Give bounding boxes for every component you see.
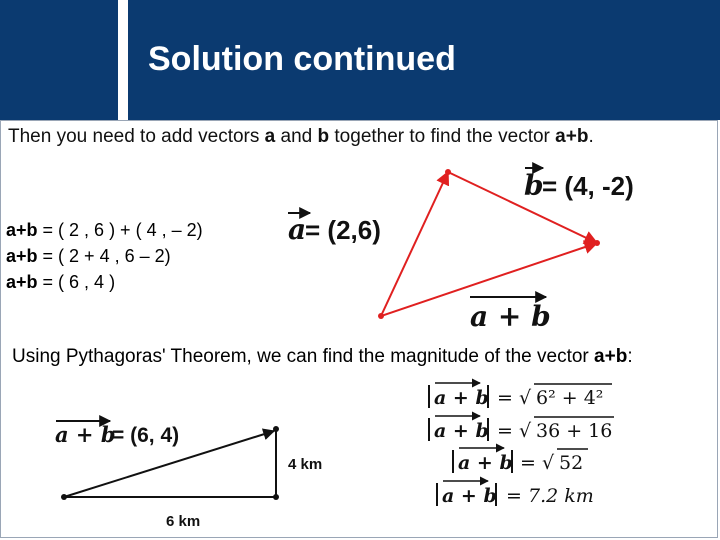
intro-ab: a+b [555,126,589,147]
magnitude-equals-root: = √ [497,420,532,442]
a-symbol: a [288,213,307,246]
pythagoras-prefix: Using Pythagoras' Theorem, we can find the magnitude of the vector [12,346,595,367]
equation-rhs: = ( 2 , 6 ) + ( 4 , – 2) [37,220,203,240]
intro-prefix: Then you need to add vectors [8,126,265,147]
sum-symbol: a + b [470,300,551,333]
intro-b: b [317,126,330,147]
slide-title: Solution continued [148,40,456,78]
equation-lhs: a+b [6,272,38,292]
a-value: = (2,6) [305,215,381,245]
end-point [273,426,279,432]
magnitude-rhs: 52 [559,452,584,474]
intro-end: . [588,126,594,147]
b-symbol: b [524,169,544,202]
pythagoras-end: : [627,346,633,367]
equation-rhs: = ( 6 , 4 ) [37,272,116,292]
magnitude-equals-root: = √ [520,452,555,474]
magnitude-line-3 [453,448,588,474]
sum-symbol-2: a + b [55,422,116,447]
pythagoras-ab: a+b [594,346,628,367]
magnitude-line-4 [437,481,594,507]
magnitude-rhs: 6² + 4² [536,387,604,409]
vector-a-line [381,172,448,316]
horizontal-label: 6 km [166,513,201,530]
vector-sum-label [470,297,551,333]
magnitude-result: 7.2 km [528,485,594,507]
magnitude-sum-label [55,421,179,447]
intro-a: a [264,126,276,147]
magnitude-equations [429,383,614,507]
magnitude-line-1 [429,383,612,409]
sum-value-2: = (6, 4) [112,424,180,447]
magnitude-lhs: a + b [458,452,513,474]
equation-rhs: = ( 2 + 4 , 6 – 2) [37,246,171,266]
magnitude-lhs: a + b [434,387,489,409]
magnitude-lhs: a + b [434,420,489,442]
pythagoras-text [12,343,702,370]
vertical-label: 4 km [288,456,323,473]
intro-mid1: and [275,126,318,147]
equation-lhs: a+b [6,220,38,240]
origin-point [378,313,384,319]
endpoint-point [594,240,600,246]
vertex-point [445,169,451,175]
magnitude-line-2 [429,416,614,442]
vector-a-label [288,213,381,246]
magnitude-rhs: 36 + 16 [536,420,613,442]
b-value: = (4, -2) [542,171,634,201]
magnitude-equals-root: = √ [497,387,532,409]
corner-point [273,494,279,500]
magnitude-lhs: a + b [442,485,497,507]
magnitude-equals: = [506,485,522,507]
start-point [61,494,67,500]
equation-lhs: a+b [6,246,38,266]
vector-b-label [524,168,634,202]
intro-mid2: together to find the vector [329,126,556,147]
